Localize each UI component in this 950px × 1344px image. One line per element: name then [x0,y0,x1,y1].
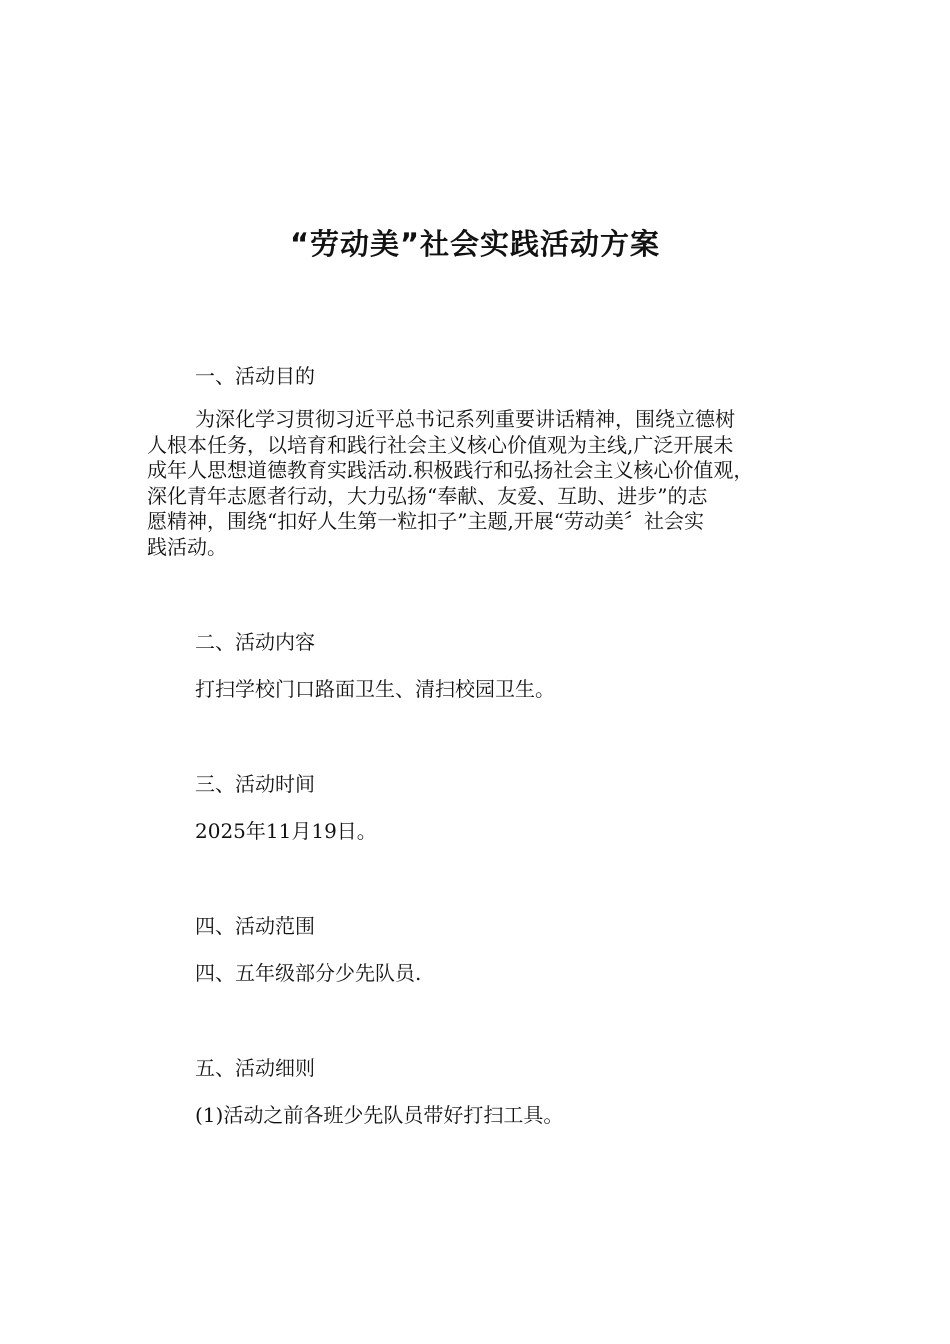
section-paragraph-purpose [147,407,817,560]
paragraph-line: 人根本任务，以培育和践行社会主义核心价值观为主线,广泛开展未 [147,432,734,457]
section-body-content: 打扫学校门口路面卫生、清扫校园卫生。 [195,677,555,701]
document-title: “劳动美”社会实践活动方案 [289,227,661,261]
section-heading-scope: 四、活动范围 [195,914,315,938]
section-body-details: (1)活动之前各班少先队员带好打扫工具。 [195,1103,564,1127]
section-heading-purpose: 一、活动目的 [195,364,315,388]
paragraph-line: 成年人思想道德教育实践活动.积极践行和弘扬社会主义核心价值观， [147,458,754,482]
section-heading-details: 五、活动细则 [195,1056,315,1080]
section-heading-content: 二、活动内容 [195,630,315,654]
paragraph-line: 践活动。 [147,534,227,559]
paragraph-line: 深化青年志愿者行动，大力弘扬“奉献、友爱、互助、进步”的志 [147,483,708,508]
paragraph-line: 愿精神，围绕“扣好人生第一粒扣子”主题,开展“劳动美〞社会实 [147,509,705,533]
paragraph-line: 为深化学习贯彻习近平总书记系列重要讲话精神，围绕立德树 [195,407,735,431]
section-heading-time: 三、活动时间 [195,772,315,796]
section-body-scope: 四、五年级部分少先队员. [195,961,422,985]
section-body-time: 2025年11月19日。 [195,819,377,843]
